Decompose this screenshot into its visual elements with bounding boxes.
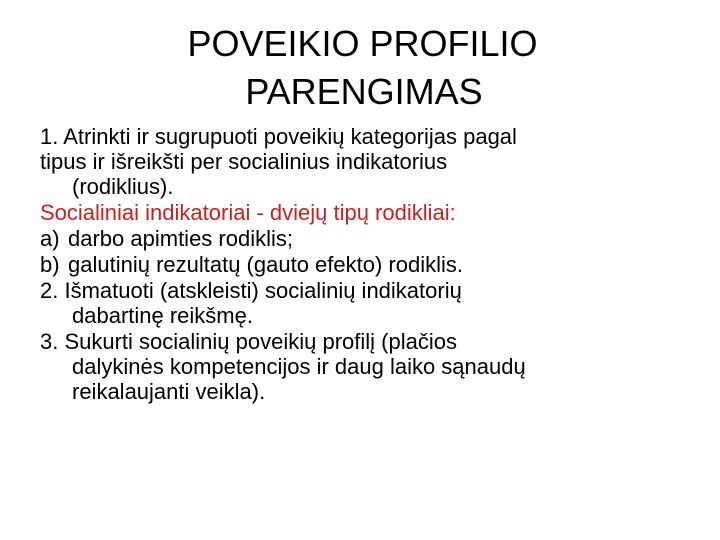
list-item [40,329,700,404]
slide-title-line2: PARENGIMAS [245,71,483,112]
list-item-line: reikalaujanti veikla). [72,379,266,404]
list-marker: b) [40,252,60,277]
list-item-line: 3. Sukurti socialinių poveikių profilį (plačios [40,329,457,354]
list-item-line: dabartinę reikšmę. [72,303,253,328]
list-item-text: darbo apimties rodiklis; [68,226,293,251]
list-item-line: (rodiklius). [72,174,174,199]
list-marker: a) [40,226,60,251]
list-item-line: tipus ir išreikšti per socialinius indikatorius [40,149,448,174]
list-item-line: 1. Atrinkti ir sugrupuoti poveikių kategorijas pagal [40,124,517,149]
list-item-text: galutinių rezultatų (gauto efekto) rodiklis. [68,252,463,277]
slide-title-line1: POVEIKIO PROFILIO [187,23,538,64]
highlighted-item: Socialiniai indikatoriai - dviejų tipų rodikliai: [40,200,456,225]
list-item-line: 2. Išmatuoti (atskleisti) socialinių indikatorių [40,278,462,303]
list-item [40,252,700,277]
list-item [40,278,700,328]
slide-title [0,20,720,116]
slide-body [40,124,700,405]
list-item [40,226,700,251]
list-item-line: dalykinės kompetencijos ir daug laiko sąnaudų [72,354,526,379]
list-item [40,124,700,199]
